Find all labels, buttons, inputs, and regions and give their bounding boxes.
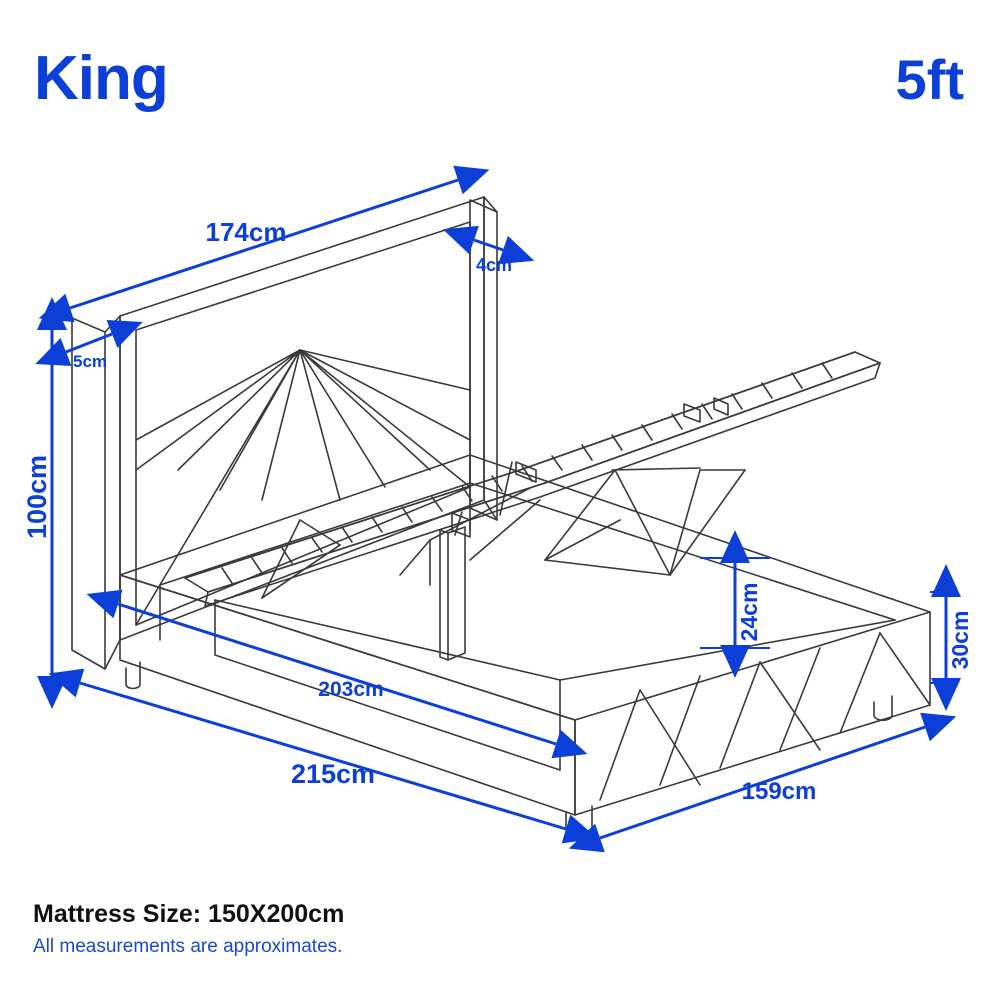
dimension-label-headboard-height: 100cm (22, 454, 52, 540)
dimension-label-headboard-post-width: 5cm (72, 352, 108, 371)
dimension-label-headboard-post-depth: 4cm (475, 255, 513, 275)
measurement-disclaimer-text: All measurements are approximates. (33, 936, 343, 957)
dimension-label-base-height: 30cm (947, 610, 973, 670)
dimension-label-overall-width: 159cm (741, 778, 817, 805)
dimension-label-overall-length: 215cm (290, 759, 376, 789)
dimension-label-headboard-width: 174cm (205, 217, 287, 247)
dimension-label-inner-length: 203cm (318, 678, 384, 701)
dimension-label-storage-depth: 24cm (736, 582, 762, 642)
bed-outline-group (72, 197, 930, 833)
page-title-imperial: 5ft (895, 48, 964, 111)
mattress-size-text: Mattress Size: 150X200cm (33, 900, 345, 928)
page-title-size: King (34, 44, 168, 113)
